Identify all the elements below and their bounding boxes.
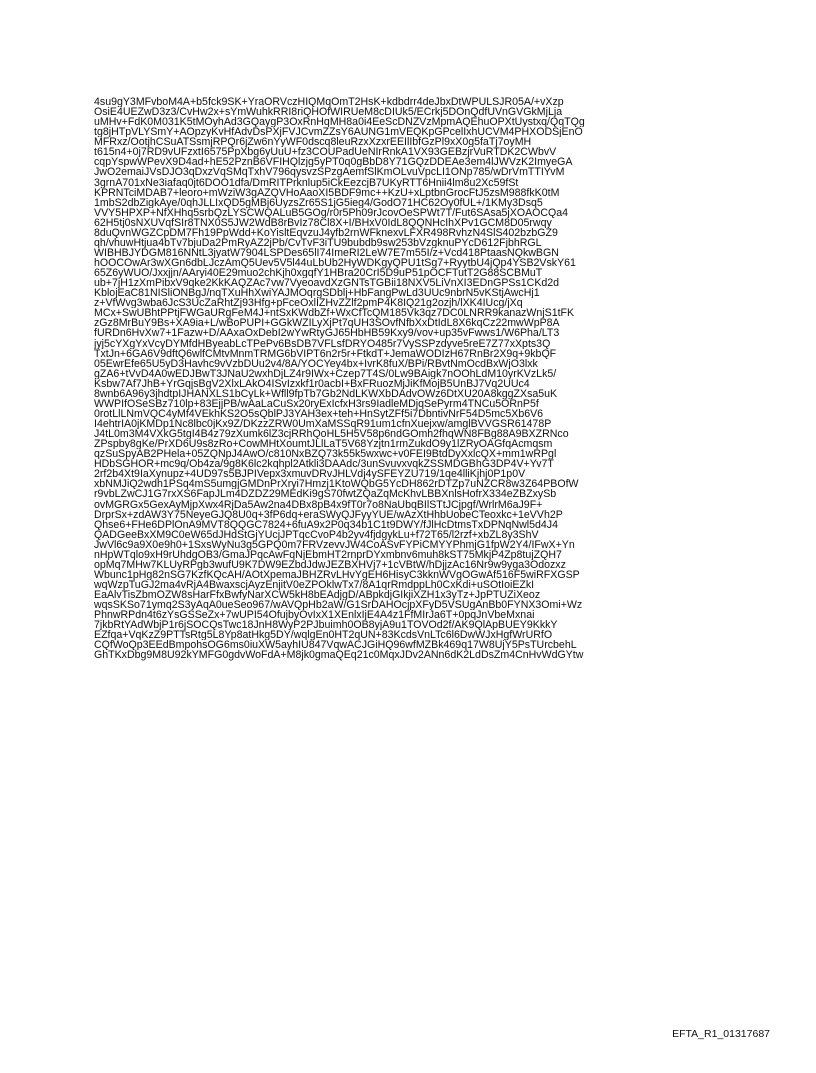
text-line: 05EwrEfe65U5yD3Havhc9vVzbDUu2v4/8A/YOCYey4bx+IvrK8fuX/BPi/RBvtNmOcdBxWjO3lxk <box>94 358 538 369</box>
text-line: VVY5HPXP+NfXHhq5srbQzLYSCWQALuB5GOg/r0r5Ph09rJcovOeSPWt7T/Fut6SAsa5jXOAOCQa4 <box>94 207 569 218</box>
text-line: 62H5tj0sNXUVqfSIr8TNX0S5JW2WdB8rBvIz78Cl8X+I/BHxV0IdL8QQNHcIhXPv1GCM8D05rwqy <box>94 217 552 228</box>
text-line: 3grnA701xNe3iafaq0jt6DOO1dfa/DmRITPrknlup5iCkEezcjB7UKyRTT6Hnii4lm8u2Xc59fSt <box>94 177 519 188</box>
text-line: 0rotLlLNmVQC4yMf4VEkhKS2O5sQblPJ3YAH3ex+teh+HnSytZFf5i7DbntivNrF54D5mc5Xb6V6 <box>94 408 544 419</box>
text-line: xbNMJiQ2wdh1PSq4mS5umgjGMDnPrXryi7Hmzj1KtoWQbG5YcDH862rDTZp7uNZCR8w3Z64PBOfW <box>94 479 579 490</box>
text-line: OsiE4UEZwD3z3/CvHw2x+sYmWuhkRRI8riQHOfWIRUeM8cDIUk5/ECrkj5DOnQdfUVnGVGkMjLja <box>94 107 563 118</box>
text-line: J4tL0m3M4VXkG5tgI4B4z79zXumk6lZ3cjRRhQoHL5H5V58p6ndGOmh2fhqWN8FBg88A9BXZRNco <box>94 429 569 440</box>
text-line: KPRNTciMDAB7+leoro+mWziW3gAZQVHoAaoXI5BDF9mc++KzU+xLptbnGrocFtJ5zsM988fkK0tM <box>94 187 560 198</box>
text-line: WIBHBJYDGM816NNtL3jyatW7904LSPDes65lI74ImeRI2LeW7E7m55I/z+Vcd418PtaasNQkwBGN <box>94 247 559 258</box>
text-line: ub+7jH1zXmPibxV9qke2KkKAQZAc7vw7VyeoavdXzGNTsTGBii18NXV5LiVnXI3EDnGPSs1CKd2d <box>94 278 560 289</box>
text-line: hOOCOwAr3wXGn6dbLJczAmQ5Uev5V5l44uLbUb2HyWDKgyQPU1tSg7+RyytbU4jQp4YSB2VskY61 <box>94 258 576 269</box>
text-line: 8duQvnWGZCpDM7Fh19PpWdd+KoYisltEqvzuJ4yfb2rnWFknexvLFXR498RvhzN4SlS402bzbGZ9 <box>94 227 558 238</box>
text-line: 1mbS2dbZigkAye/0qhJLLIxQD5gMBj6UyzsZr65S1jG5ieg4/GodO71HC62Oy0fUL+/1KMy3Dsq5 <box>94 197 543 208</box>
text-line: JwVl6c9a9X0e9h0+1SxsWyNu3g5GPQ0m7FRVzevvJW4CoASvFYPiCMYYPhmjG1fpW2Y4/IFwX+Yn <box>94 539 575 550</box>
text-line: qzSuSpyAB2PHela+05ZQNpJ4AwO/c810NxBZQ73k55k5wxwc+v0FEI9BtdDyXxlcQX+mm1wRPgl <box>94 449 557 460</box>
text-line: Qhse6+FHe6DPlOnA9MVT8QQGC7824+6fuA9x2P0q34b1C1t9DWY/fJlHcDtmsTxDPNqNwl5d4J4 <box>94 519 558 530</box>
text-line: gZA6+tVvD4A0wEDJBwT3JNaU2wxhDjLZ4r9IWx+Czep7T4S/0Lw9BAigk7nOOhLdM10yrKVzLk5/ <box>94 368 557 379</box>
text-line: KblojEaC81NISliONBgJ/nqTXuHhXwiYAJMOqrgSDblj+HbFangPwLd3UUc9nbrN5vKStjAwcHj1 <box>94 288 540 299</box>
text-line: qh/vhuwHtjua4bTv7bjuDa2PmRyAZ2jPb/CvTvF3iTU9bubdb9sw253bVzgknuPYcD612FjbhRGL <box>94 237 542 248</box>
text-line: zGz8MrBuY9Bs+XA9ia+L/wBoPUPI+GGkWZILyXjPt7qUH3SOvfNfbXxDtIdL8X6kqCz22mwWpP8A <box>94 318 560 329</box>
text-line: JwO2emaiJVsDJO3qDxzVqSMqTxhV796qysvzSPzgAemfSlKmOLvuVpcLI1ONp785/wDrVmTTIYvM <box>94 167 565 178</box>
text-line: QADGeeBxXM9C0eW65dJHdStGjYUcjJPTqcCvoP4b2yv4fjdgykLu+f72T65/l2rzf+xbZL8y3ShV <box>94 529 539 540</box>
text-line: opMq7MHw7KLUyRPgb3wufU9K7DW9EZbdJdwJEZBXHVj7+1cVBtW/hDjjzAc16Nr9w9yga3Odozxz <box>94 559 566 570</box>
text-line: 7jkbRtYAdWbjP1r6jSOCQsTwc18JnH8WyP2PJbuimh0OB8yjA9u1TOVOd2f/AK9QlApBUEY9KkkY <box>94 620 558 631</box>
text-line: ZPspby8gKe/PrXD6U9s8zRo+CowMHtXoumtJLlLaT5V68Yzjtn1rmZukdO9y1lZRyOAGfqAcmqsm <box>94 439 553 450</box>
text-line: DrprSx+zdAW3Y75NeyeGJQ8U0q+3fP6dq+eraSWyQJFyyYUE/wAzXtHhbUobeCTeoxkc+1eVVh2P <box>94 509 563 520</box>
text-line: tg8jHTpVLYSmY+AOpzyKvHfAdvDsPXjFVJCvmZZsY6AUNG1mVEQKpGPcelIxhUCVM4PHXODSjEnO <box>94 127 583 138</box>
text-line: Wbunc1pHg82nSG7KzfKQcAH/AOtXpemaJBHZRvLHvYgEH6HisyC3kknWVgOGwAf516F5wiRFXGSP <box>94 569 580 580</box>
text-line: 65Z6yWUO/Jxxjjn/AAryi40E29muo2chKjh0xgqfY1HBra20CrI5D9uP51pOCFTutT2G88SCBMuT <box>94 268 543 279</box>
text-line: uMHv+FdK0M031K5tMOyhAd3GQaygP3OxRnHqMH8a0i4EeScDNZVzMpmAQEhuOPXtUystxq/QqTQg <box>94 117 585 128</box>
text-line: ovMGRGx5GexAyMjpXwx4RjDa5Aw2na4DBx8pB4x9fT0r7o8NaUbqBIlSTtJCjpgf/WrlrM6aJ9F+ <box>94 499 543 510</box>
encoded-text-block <box>94 97 744 661</box>
text-line: CQfWoQp3EEdBmpohsOG6ms0iuXW5ayhIU847VqwACJGiHQ96wfMZBk469q17W8UjY5PsTUrcbehL <box>94 640 577 651</box>
text-line: Ksbw7Af7JhB+YrGqjsBgV2XlxLAkO4ISvIzxkf1r0acbI+BxFRuozMjJiKfMojB5UnBJ7Vq2UUc4 <box>94 378 530 389</box>
text-line: z+VfWvg3wba6JcS3UcZaRhtZj93Hfg+pFceOxlIZHvZZlf2pmP4K8IQ21g2ozjh/lXK4IUcg/jXq <box>94 298 523 309</box>
text-line: TxtJn+6GA6V9dftQ6wlfCMtvMnmTRMG6bVIPT6n2r5r+FtkdT+JemaWODIzH67RnBr2X9q+9kbQF <box>94 348 557 359</box>
text-line: WWPIfOSeSBz710lp+83EjjPB/wAaLaCuSx20ryExIcfxH3rs9IadleMDjqSePyrm4TNCu5ORnP5f <box>94 398 539 409</box>
text-line: t615n4+0j7RD9vUFzxtI6575PpXbg6yUuU+fz3COUPadUeNIrRnkA1VX93GEBzjrVuRTDK2CWbvV <box>94 147 557 158</box>
text-line: wqWzpTuGJ2ma4vRjA4BwaxscjAyzEnjitV0eZPOklwTx7/8A1qrRmdppLh0CxKdi+uSOtIoiEZkI <box>94 580 535 591</box>
text-line: wqsSKSo71ymq2S3yAqA0ueSeo967/wAVQpHb2aW/G1SrDAHOcjpXFyD5VSUgAnBb0FYNX3Omi+Wz <box>94 600 583 611</box>
text-line: jyj5cYXgYxVcyDYMfdHByeabLcTPePv6BsDB7VFLsfDRYO485r7VySSPzdyve5reE7Z77xXpts3Q <box>94 338 551 349</box>
text-line: HDbSGHOR+mc9q/Ob4za/9g8K6lc2kqhpl2Atkli3DAAdc/3unSvuvxvqkZSSMDGBhG3DP4V+Yv7T <box>94 459 554 470</box>
text-line: GhTKxDbg9M8U92kYMFG0gdvWoFdA+M8jk0gmaQEq21c0MqxJDv2ANn6dK2LdDsZm4CnHvWdGYtw <box>94 650 584 661</box>
document-id-label: EFTA_R1_01317687 <box>672 1028 770 1040</box>
text-line: nHpWTqlo9xH9rUhdgOB3/GmaJPqcAwFqNjEbmHT2rnprDYxmbnv6muh8kST75MkjP4Zp8tujZQH7 <box>94 549 562 560</box>
text-line: MFRxz/OotjhCSuATSsmjRPQr6jZw6nYyWF0dscq8leuRzxXzxrEEIlIbfGzPl9xX0g5faTj7oyMH <box>94 137 532 148</box>
text-line: fURDn6HvXw7+1Fazw+D/AAxaOxDebI2wYwRtyGJ65HbHB59Kxy9/vov+up35vFwws1/W6Pha/LT3 <box>94 328 560 339</box>
text-line: r9vbLZwCJ1G7rxXS6FapJLm4DZDZ29MEdKi9gS70fwtZQaZqMcKhvLBBXnlsHofrX334eZBZxySb <box>94 489 557 500</box>
text-line: cqpYspwWPevX9D4ad+hE52PznB6VFIHQlzjg5yPT0q0gBbD8Y71GQzDDEAe3em4lJWVzK2ImyeGA <box>94 157 573 168</box>
text-line: 4su9gY3MFvboM4A+b5fck9SK+YraORVczHIQMqOmT2HsK+kdbdrr4deJbxDtWPULSJR05A/+vXzp <box>94 97 564 108</box>
text-line: 8wnb6A96y3jhdtpIJHANXLS1bCyLk+Wfll9fpTb7Gb2NdLKWXbDAdvOWz6DtXU20A8kggZXsa5uK <box>94 388 558 399</box>
text-line: 2rf2b4Xt9IaXynupz+4UD97s5BJPIVepx3xmuvDRvJHLVdj4ySFEYZU719/1qe4lliKjhj0P1p0V <box>94 469 526 480</box>
text-line: MCx+SwUBhtPPtjFWGaURgFeM4J+ntSxKWdbZf+WxCfTcQM185Vk3qz7DC0LNRR9kanazWnjS1tFK <box>94 308 575 319</box>
text-line: EZfqa+VqKzZ9PTTsRtg5L8Yp8atHkg5DY/wqlgEn0HT2qUN+83KcdsVnLTc6l6DwWJxHgfWrURfO <box>94 630 553 641</box>
text-line: PhnwRPdn4t6zYsGSSeZx+7wUPI54OfujbyOvIxX1XEnlxIjE4A4z1FfMIrJa6T+0pqJnVbeMxnai <box>94 610 535 621</box>
text-line: EaAlvTisZbmOZW8sHarFfxBwfyNarXCW5kH8bEAdjgD/ABpkdjGIkjiXZH1x3yTz+JpPTUZiXeoz <box>94 590 541 601</box>
text-line: I4ehtrIA0jKMDp1Nc8lbc0jKx9Z/DKzzZRW0UmXaMSSqR91um1cfnXuejxw/amglBVVGSR61478P <box>94 419 552 430</box>
